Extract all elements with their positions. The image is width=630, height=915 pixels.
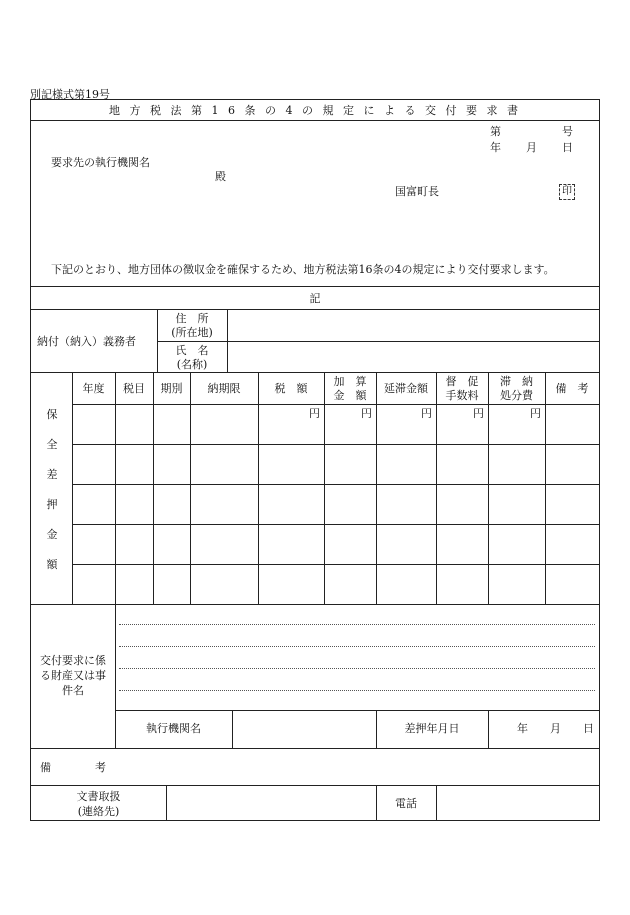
col-tax-amount: 税 額 bbox=[274, 382, 308, 395]
yen-delinquency: 円 bbox=[421, 407, 432, 420]
agency-name-label: 執行機関名 bbox=[146, 722, 201, 735]
form-number-label: 別記様式第19号 bbox=[30, 88, 110, 101]
property-label-3: 件名 bbox=[62, 684, 84, 697]
request-statement: 下記のとおり、地方団体の徴収金を確保するため、地方税法第16条の4の規定により交付要求します。 bbox=[51, 263, 555, 276]
col-surcharge-1: 加 算 bbox=[333, 375, 367, 388]
yen-surcharge: 円 bbox=[361, 407, 372, 420]
col-demand-1: 督 促 bbox=[445, 375, 479, 388]
date-year: 年 bbox=[490, 141, 501, 154]
doc-number-go: 号 bbox=[562, 125, 573, 138]
addressee-label: 要求先の執行機関名 bbox=[51, 156, 150, 169]
col-surcharge-2: 金 額 bbox=[333, 389, 367, 402]
contact-label-2: (連絡先) bbox=[77, 805, 120, 818]
yen-demand-fee: 円 bbox=[473, 407, 484, 420]
addressee-dono: 殿 bbox=[215, 170, 226, 183]
seizure-date-ymd: 年 月 日 bbox=[517, 722, 594, 735]
property-label-1: 交付要求に係 bbox=[40, 654, 106, 667]
sender-name: 国富町長 bbox=[395, 185, 439, 198]
date-day: 日 bbox=[562, 141, 573, 154]
yen-disposal-fee: 円 bbox=[530, 407, 541, 420]
col-due-date: 納期限 bbox=[207, 382, 241, 395]
yen-tax-amount: 円 bbox=[309, 407, 320, 420]
seizure-date-label: 差押年月日 bbox=[404, 722, 460, 735]
property-label-2: る財産又は事 bbox=[40, 669, 106, 682]
col-disposal-1: 滞 納 bbox=[500, 375, 533, 388]
obligor-label: 納付（納入）義務者 bbox=[37, 335, 136, 348]
col-disposal-2: 処分費 bbox=[500, 389, 533, 402]
name-sub-label: (名称) bbox=[176, 358, 208, 371]
col-tax-item: 税目 bbox=[123, 382, 145, 395]
address-label: 住 所 bbox=[175, 312, 209, 325]
col-remarks: 備 考 bbox=[555, 382, 589, 395]
seal-mark: 印 bbox=[559, 184, 575, 200]
col-year: 年度 bbox=[82, 382, 105, 395]
col-delinquency: 延滞金額 bbox=[384, 382, 428, 395]
form-title: 地 方 税 法 第 1 6 条 の 4 の 規 定 に よ る 交 付 要 求 書 bbox=[109, 104, 521, 117]
col-demand-2: 手数料 bbox=[445, 389, 479, 402]
address-sub-label: (所在地) bbox=[171, 326, 213, 339]
col-period: 期別 bbox=[160, 382, 183, 395]
name-label: 氏 名 bbox=[175, 344, 209, 357]
doc-number-dai: 第 bbox=[490, 125, 501, 138]
request-form-sheet bbox=[30, 99, 600, 821]
contact-label-1: 文書取扱 bbox=[76, 790, 121, 803]
date-month: 月 bbox=[526, 141, 537, 154]
phone-label: 電話 bbox=[395, 797, 417, 810]
ki-heading: 記 bbox=[309, 292, 321, 305]
remarks-label: 備 考 bbox=[40, 761, 106, 774]
hozen-sashiosae-kingaku-label: 保 全 差 押 金 額 bbox=[46, 408, 58, 571]
